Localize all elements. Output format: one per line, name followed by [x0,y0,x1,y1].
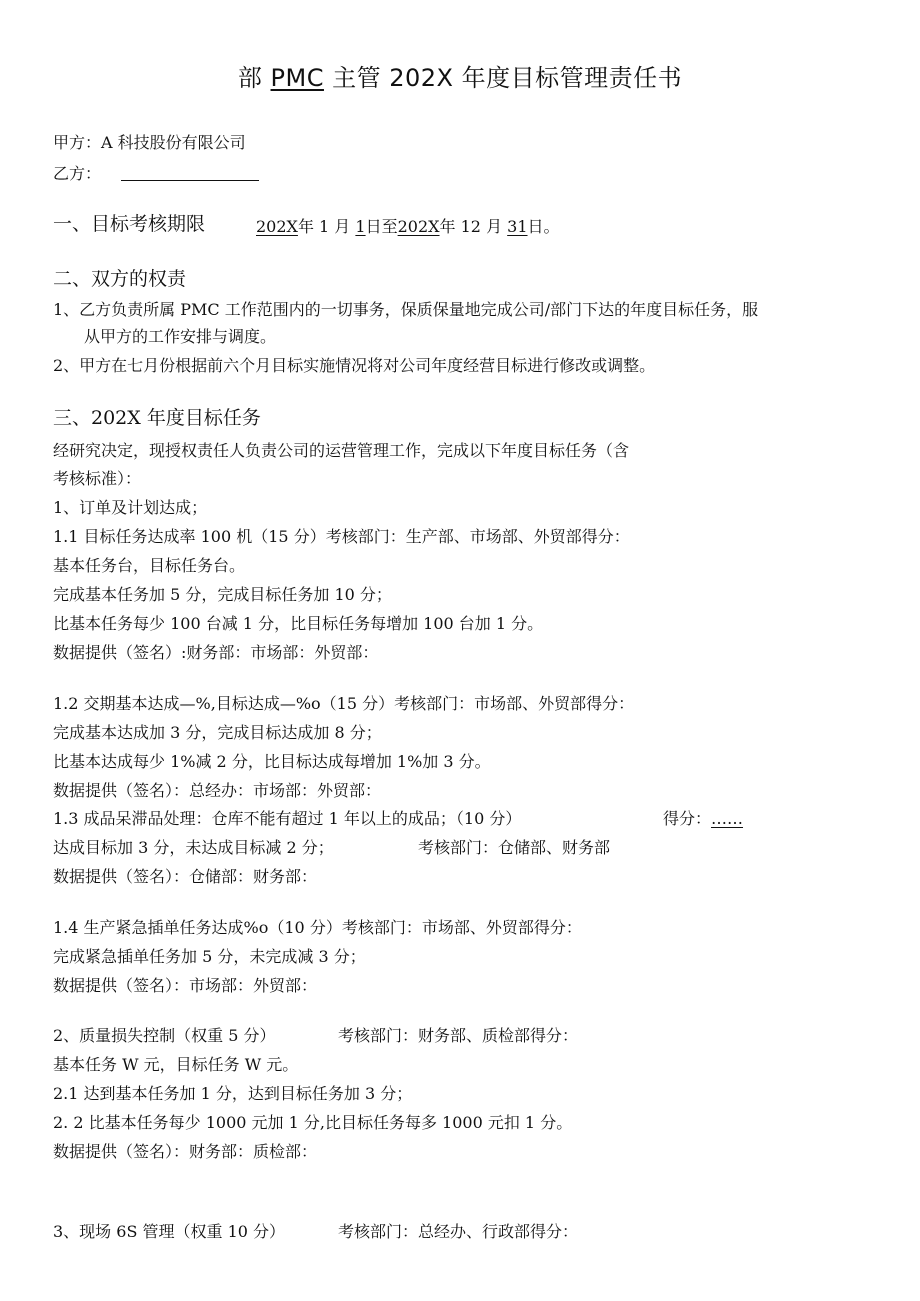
goal-2-line-a: 基本任务 W 元，目标任务 W 元。 [53,1055,299,1074]
party-a: 甲方：A 科技股份有限公司 [53,133,246,152]
item-1-1-line-b: 完成基本任务加 5 分，完成目标任务加 10 分； [53,585,392,604]
goal-2-dept: 考核部门：财务部、质检部得分： [338,1026,579,1045]
start-day: 1 [355,217,366,236]
end-year: 202X [397,217,440,236]
title-pmc: PMC [270,64,324,92]
goal-2-data-provider: 数据提供（签名）：财务部：质检部： [53,1142,318,1161]
item-1-2-line-a: 完成基本达成加 3 分，完成目标达成加 8 分； [53,723,382,742]
item-1-3-line-a: 达成目标加 3 分，未达成目标减 2 分； [53,838,334,857]
goal-3-heading: 3、现场 6S 管理（权重 10 分） [53,1222,286,1241]
item-1-1: 1.1 目标任务达成率 100 机（15 分）考核部门：生产部、市场部、外贸部得分： [53,527,630,546]
page-title [0,58,920,93]
item-1-3-score-label: 得分： [663,809,712,828]
goal-2-heading: 2、质量损失控制（权重 5 分） [53,1026,276,1045]
section-1-heading: 一、目标考核期限 [53,213,206,235]
title-suffix: 主管 202X 年度目标管理责任书 [323,64,683,92]
item-1-4: 1.4 生产紧急插单任务达成%o（10 分）考核部门：市场部、外贸部得分： [53,918,582,937]
item-1-3-score [663,809,743,829]
end-month: 年 12 月 [439,217,503,236]
party-b [53,164,259,184]
section-3-intro: 经研究决定，现授权责任人负责公司的运营管理工作，完成以下年度目标任务（含 [53,441,630,460]
end-day: 31 [507,217,528,236]
item-1-3-score-dots: …… [711,809,744,828]
party-b-blank-line [121,166,259,181]
item-1-2: 1.2 交期基本达成—%,目标达成—%o（15 分）考核部门：市场部、外贸部得分： [53,694,635,713]
section-2-item-2: 2、甲方在七月份根据前六个月目标实施情况将对公司年度经营目标进行修改或调整。 [53,356,656,375]
section-3-intro-cont: 考核标准）： [53,469,142,488]
goal-1-heading: 1、订单及计划达成； [53,498,208,517]
item-1-1-line-a: 基本任务台，目标任务台。 [53,556,246,575]
item-2-1: 2.1 达到基本任务加 1 分，达到目标任务加 3 分； [53,1084,413,1103]
item-1-2-line-b: 比基本达成每少 1%减 2 分，比目标达成每增加 1%加 3 分。 [53,752,491,771]
section-3-heading: 三、202X 年度目标任务 [53,407,261,429]
item-2-2: 2. 2 比基本任务每少 1000 元加 1 分,比目标任务每多 1000 元扣 1 分。 [53,1113,573,1132]
item-1-3-data-provider: 数据提供（签名）：仓储部：财务部： [53,867,318,886]
section-2-item-1: 1、乙方负责所属 PMC 工作范围内的一切事务，保质保量地完成公司/部门下达的年度目标任务，服 [53,300,759,319]
party-b-label: 乙方： [53,164,102,183]
item-1-4-data-provider: 数据提供（签名）：市场部：外贸部： [53,976,318,995]
period-to: 日至 [365,217,398,236]
section-1-period [256,217,560,237]
item-1-1-data-provider: 数据提供（签名）:财务部：市场部：外贸部： [53,643,379,662]
item-1-2-data-provider: 数据提供（签名）：总经办：市场部：外贸部： [53,781,382,800]
section-2-item-1-cont: 从甲方的工作安排与调度。 [84,327,277,346]
goal-3-dept: 考核部门：总经办、行政部得分： [338,1222,579,1241]
item-1-3: 1.3 成品呆滞品处理：仓库不能有超过 1 年以上的成品；（10 分） [53,809,522,828]
item-1-1-line-c: 比基本任务每少 100 台减 1 分，比目标任务每增加 100 台加 1 分。 [53,614,544,633]
start-year: 202X [256,217,298,236]
section-2-heading: 二、双方的权责 [53,268,187,290]
item-1-3-dept: 考核部门：仓储部、财务部 [418,838,611,857]
item-1-4-line-a: 完成紧急插单任务加 5 分，未完成减 3 分； [53,947,366,966]
title-prefix: 部 [237,64,271,92]
start-month: 年 1 月 [297,217,351,236]
period-end: 日。 [527,217,560,236]
